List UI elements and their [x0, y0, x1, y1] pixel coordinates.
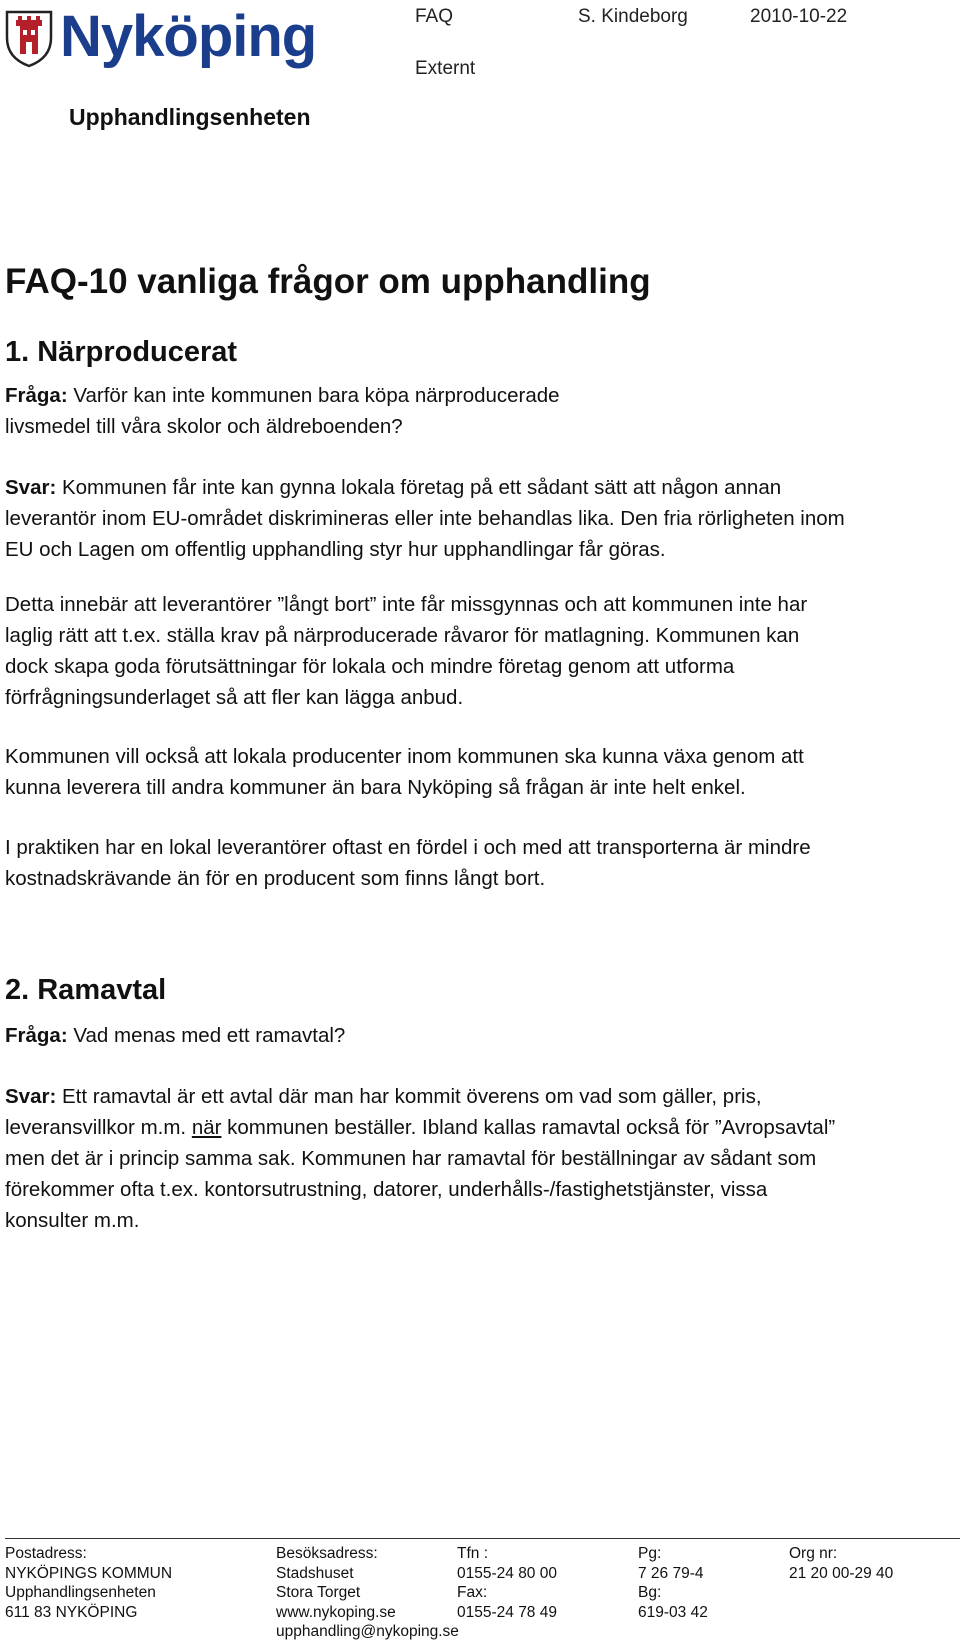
footer-label: Postadress:: [5, 1545, 87, 1562]
footer-label: Bg:: [638, 1584, 662, 1601]
answer-label: Svar:: [5, 476, 57, 499]
footer-value: 0155-24 78 49: [457, 1603, 557, 1621]
footer-label: Tfn :: [457, 1545, 489, 1562]
question-label: Fråga:: [5, 384, 68, 407]
paragraph-line: Detta innebär att leverantörer ”långt bort” inte får missgynnas och att kommunen inte har: [5, 593, 808, 616]
question-text: Varför kan inte kommunen bara köpa närproducerade: [73, 384, 560, 407]
department: Upphandlingsenheten: [69, 104, 311, 130]
paragraph-line: Kommunen vill också att lokala producenter inom kommunen ska kunna växa genom att: [5, 745, 804, 768]
paragraph-line: förfrågningsunderlaget så att fler kan lägga anbud.: [5, 686, 464, 709]
page-title: FAQ-10 vanliga frågor om upphandling: [5, 262, 651, 301]
answer-text: kommunen beställer. Ibland kallas ramavtal också för ”Avropsavtal”: [221, 1116, 836, 1139]
footer-divider: [5, 1538, 960, 1539]
paragraph-line: dock skapa goda förutsättningar för lokala och mindre företag genom att utforma: [5, 655, 735, 678]
footer-value: 21 20 00-29 40: [789, 1564, 894, 1582]
question-text: Vad menas med ett ramavtal?: [73, 1024, 346, 1047]
paragraph-line: laglig rätt att t.ex. ställa krav på närproducerade råvaror för matlagning. Kommunen kan: [5, 624, 800, 647]
answer-text: EU och Lagen om offentlig upphandling styr hur upphandlingar får göras.: [5, 538, 666, 561]
footer-giro: [638, 1544, 708, 1622]
logo-wordmark: Nyköping: [60, 4, 317, 69]
underlined-word: när: [191, 1116, 222, 1139]
paragraph: [5, 589, 945, 713]
footer-label: Pg:: [638, 1545, 662, 1562]
coat-of-arms-icon: [4, 8, 54, 68]
answer-text: leverantör inom EU-området diskrimineras eller inte behandlas lika. Den fria rörligheten inom: [5, 507, 845, 530]
paragraph: [5, 741, 945, 803]
footer-website-link[interactable]: www.nykoping.se: [276, 1603, 396, 1621]
footer-value: NYKÖPINGS KOMMUN: [5, 1564, 173, 1582]
footer-org-number: [789, 1544, 893, 1583]
paragraph-line: kostnadskrävande än för en producent som finns långt bort.: [5, 867, 546, 890]
question-label: Fråga:: [5, 1024, 68, 1047]
answer-text: Ett ramavtal är ett avtal där man har kommit överens om vad som gäller, pris,: [61, 1085, 762, 1108]
footer-value: Stora Torget: [276, 1584, 361, 1601]
classification: Externt: [415, 58, 476, 79]
footer-value: 619-03 42: [638, 1603, 708, 1621]
answer-text: konsulter m.m.: [5, 1209, 140, 1232]
footer-value: Upphandlingsenheten: [5, 1584, 156, 1601]
footer-label: Org nr:: [789, 1545, 838, 1562]
answer-2: [5, 1081, 945, 1236]
section-heading-2: 2. Ramavtal: [5, 974, 167, 1006]
answer-text: förekommer ofta t.ex. kontorsutrustning, datorer, underhålls-/fastighetstjänster, vissa: [5, 1178, 768, 1201]
footer-label: Fax:: [457, 1584, 488, 1601]
footer-label: Besöksadress:: [276, 1545, 378, 1562]
question-text: livsmedel till våra skolor och äldreboenden?: [5, 415, 403, 438]
answer-text: leveransvillkor m.m.: [5, 1116, 192, 1139]
answer-1: [5, 472, 945, 565]
footer-email-link[interactable]: upphandling@nykoping.se: [276, 1623, 459, 1640]
answer-text: men det är i princip samma sak. Kommunen har ramavtal för beställningar av sådant som: [5, 1147, 817, 1170]
paragraph: [5, 832, 945, 894]
paragraph-line: I praktiken har en lokal leverantörer oftast en fördel i och med att transporterna är mindre: [5, 836, 811, 859]
footer-value: Stadshuset: [276, 1564, 354, 1582]
paragraph-line: kunna leverera till andra kommuner än bara Nyköping så frågan är inte helt enkel.: [5, 776, 746, 799]
footer-phone: [457, 1544, 557, 1622]
date: 2010-10-22: [750, 6, 848, 27]
question-2: [5, 1020, 945, 1051]
doc-type: FAQ: [415, 6, 454, 27]
answer-text: Kommunen får inte kan gynna lokala företag på ett sådant sätt att någon annan: [61, 476, 782, 499]
footer-postal-address: [5, 1544, 172, 1622]
author: S. Kindeborg: [578, 6, 688, 27]
footer-value: 0155-24 80 00: [457, 1564, 557, 1582]
footer-value: 7 26 79-4: [638, 1564, 704, 1582]
footer-value: 611 83 NYKÖPING: [5, 1603, 138, 1621]
answer-label: Svar:: [5, 1085, 57, 1108]
footer-visiting-address: [276, 1544, 459, 1642]
question-1: [5, 380, 945, 442]
nykoping-logo: [4, 6, 344, 68]
section-heading-1: 1. Närproducerat: [5, 336, 238, 368]
